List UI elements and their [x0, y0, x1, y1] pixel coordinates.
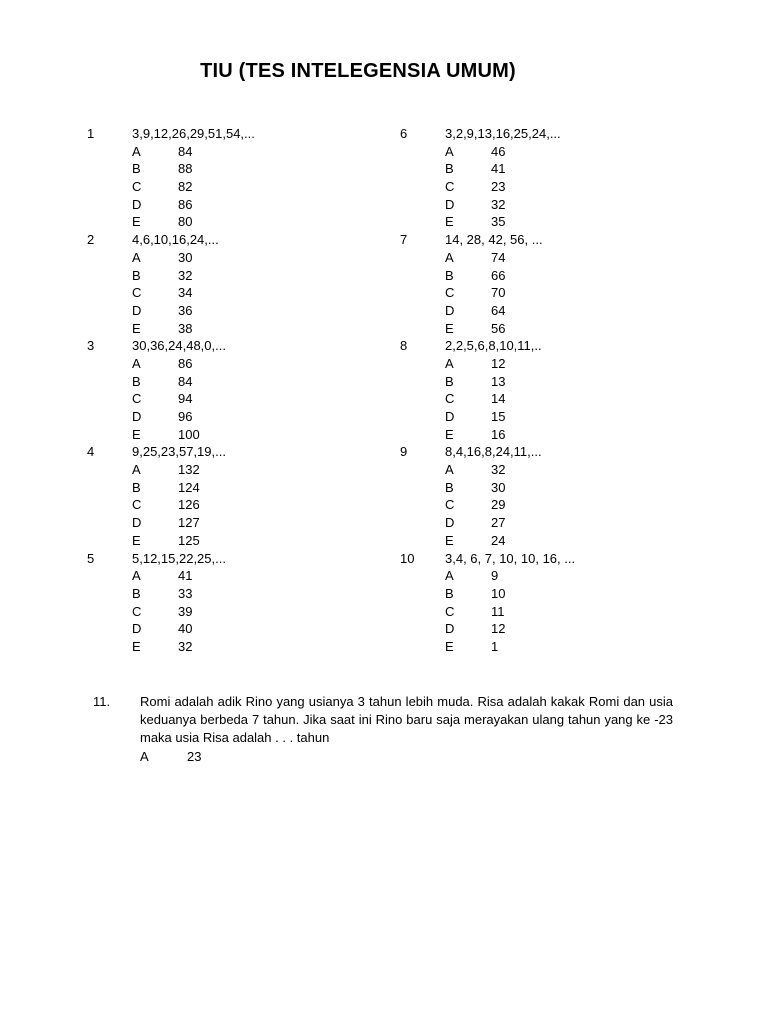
option-value: 74 [491, 249, 506, 265]
question-number: 3 [87, 338, 95, 354]
option-value: 40 [178, 621, 193, 637]
option-letter: B [132, 585, 141, 601]
option-value: 66 [491, 267, 506, 283]
option-letter: D [445, 409, 455, 424]
option-letter: B [132, 479, 141, 495]
question-number: 7 [400, 232, 408, 248]
option-letter: E [132, 426, 141, 442]
option-letter: A [132, 568, 141, 584]
option-value: 124 [178, 479, 200, 495]
option-value: 12 [491, 621, 506, 637]
option-value: 13 [491, 373, 506, 389]
option-value: 16 [491, 426, 506, 442]
option-letter: A [445, 143, 454, 159]
option-letter: A [445, 249, 454, 265]
option-letter: B [132, 267, 141, 283]
option-letter: E [445, 426, 454, 442]
option-letter: C [445, 285, 455, 301]
option-letter: E [445, 214, 454, 230]
option-letter: E [445, 532, 454, 548]
option-value: 84 [178, 373, 193, 389]
option-letter: D [132, 196, 142, 212]
option-value: 9 [491, 568, 499, 584]
option-value: 10 [491, 585, 506, 601]
question-number: 5 [87, 550, 95, 566]
question-number: 6 [400, 126, 408, 141]
question-sequence: 3,2,9,13,16,25,24,... [445, 126, 561, 141]
option-letter: A [132, 462, 141, 478]
option-letter: E [445, 638, 454, 654]
option-letter: A [132, 249, 141, 265]
question-number: 10 [400, 550, 415, 566]
question-sequence: 30,36,24,48,0,... [132, 338, 226, 354]
option-letter: B [445, 585, 454, 601]
option-letter: C [445, 497, 455, 513]
option-letter: D [132, 302, 142, 318]
option-letter: D [132, 621, 142, 637]
question-sequence: 3,4, 6, 7, 10, 10, 16, ... [445, 550, 576, 566]
option-letter: C [132, 497, 142, 513]
option-letter: C [132, 179, 142, 195]
option-value: 23 [187, 748, 202, 764]
question-sequence: 14, 28, 42, 56, ... [445, 232, 543, 248]
option-letter: A [445, 355, 454, 371]
option-value: 32 [178, 267, 193, 283]
option-value: 64 [491, 302, 506, 318]
option-letter: B [132, 373, 141, 389]
option-value: 34 [178, 285, 193, 301]
option-value: 29 [491, 497, 506, 513]
option-value: 46 [491, 143, 506, 159]
option-letter: E [132, 532, 141, 548]
option-letter: C [132, 391, 142, 407]
question-sequence: 9,25,23,57,19,... [132, 444, 226, 460]
question-number: 2 [87, 232, 95, 248]
option-value: 12 [491, 355, 506, 371]
option-value: 88 [178, 161, 193, 177]
option-value: 23 [491, 179, 506, 195]
option-value: 30 [178, 249, 193, 265]
option-value: 70 [491, 285, 506, 301]
option-value: 36 [178, 302, 193, 318]
option-letter: C [132, 603, 142, 619]
option-letter: C [445, 603, 455, 619]
option-value: 82 [178, 179, 193, 195]
question-sequence: 3,9,12,26,29,51,54,... [132, 126, 255, 141]
option-letter: B [445, 479, 454, 495]
option-letter: D [445, 515, 455, 531]
option-value: 100 [178, 426, 200, 442]
answer-option[interactable] [140, 748, 340, 766]
option-letter: C [132, 285, 142, 301]
option-value: 35 [491, 214, 506, 230]
question-number: 1 [87, 126, 95, 141]
option-value: 32 [491, 462, 506, 478]
option-letter: B [445, 161, 454, 177]
page-title: TIU (TES INTELEGENSIA UMUM) [200, 60, 516, 82]
option-value: 38 [178, 320, 193, 336]
option-value: 41 [491, 161, 506, 177]
question-text: Romi adalah adik Rino yang usianya 3 tahun lebih muda. Risa adalah kakak Romi dan usia keduanya berbeda 7 tahun. Jika saat ini Rino baru saja merayakan ulang tahun yang ke -23 maka usia Risa adalah . . . tahun [140, 694, 673, 746]
option-value: 32 [178, 638, 193, 654]
option-letter: C [445, 179, 455, 195]
option-letter: E [132, 214, 141, 230]
option-value: 11 [491, 603, 505, 619]
option-value: 30 [491, 479, 506, 495]
option-letter: E [445, 320, 454, 336]
option-letter: A [445, 462, 454, 478]
option-letter: A [132, 143, 141, 159]
question-sequence: 5,12,15,22,25,... [132, 550, 226, 566]
option-value: 127 [178, 515, 200, 531]
option-value: 84 [178, 143, 193, 159]
option-value: 86 [178, 355, 193, 371]
option-letter: E [132, 638, 141, 654]
option-letter: C [445, 391, 455, 407]
option-letter: D [445, 196, 455, 212]
option-value: 41 [178, 568, 193, 584]
option-value: 126 [178, 497, 200, 513]
option-letter: A [140, 748, 149, 764]
option-value: 94 [178, 391, 193, 407]
option-value: 27 [491, 515, 506, 531]
option-value: 96 [178, 409, 193, 424]
option-value: 132 [178, 462, 200, 478]
option-letter: B [445, 373, 454, 389]
option-value: 24 [491, 532, 506, 548]
question-sequence: 4,6,10,16,24,... [132, 232, 219, 248]
option-value: 1 [491, 638, 499, 654]
option-value: 39 [178, 603, 193, 619]
option-letter: D [132, 409, 142, 424]
option-value: 33 [178, 585, 193, 601]
option-value: 14 [491, 391, 506, 407]
option-letter: D [445, 302, 455, 318]
question-number: 9 [400, 444, 408, 460]
question-sequence: 8,4,16,8,24,11,... [445, 444, 542, 460]
question-sequence: 2,2,5,6,8,10,11,.. [445, 338, 542, 354]
option-value: 56 [491, 320, 506, 336]
question-number: 4 [87, 444, 95, 460]
option-value: 80 [178, 214, 193, 230]
option-letter: D [445, 621, 455, 637]
option-letter: B [445, 267, 454, 283]
option-value: 125 [178, 532, 200, 548]
option-letter: D [132, 515, 142, 531]
option-value: 32 [491, 196, 506, 212]
option-letter: A [445, 568, 454, 584]
question-number: 8 [400, 338, 408, 354]
option-letter: E [132, 320, 141, 336]
option-letter: A [132, 355, 141, 371]
question-number: 11. [93, 694, 111, 709]
option-letter: B [132, 161, 141, 177]
option-value: 15 [491, 409, 506, 424]
option-value: 86 [178, 196, 193, 212]
